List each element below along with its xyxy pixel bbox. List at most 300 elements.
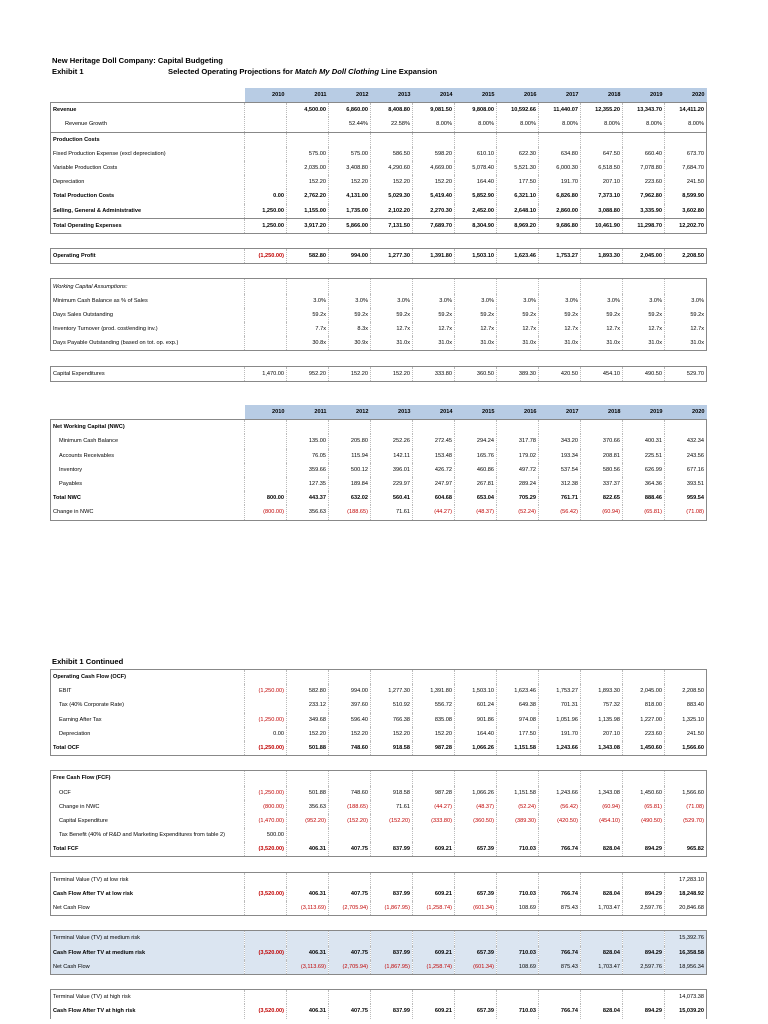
table-cell: 406.31 <box>287 842 329 857</box>
table-cell: 710.03 <box>497 946 539 960</box>
table-cell: 9,808.00 <box>455 103 497 118</box>
table-cell <box>581 771 623 786</box>
table-cell: 1,623.46 <box>497 249 539 264</box>
table-cell: 59.2x <box>665 308 707 322</box>
table-cell: 2,045.00 <box>623 684 665 698</box>
table-cell: (65.81) <box>623 800 665 814</box>
table-cell: (3,520.00) <box>245 1004 287 1018</box>
table-cell: 994.00 <box>329 249 371 264</box>
table-cell: 8,969.20 <box>497 218 539 233</box>
table-cell: 152.20 <box>329 366 371 381</box>
table-cell <box>371 132 413 147</box>
table-cell: (490.50) <box>623 814 665 828</box>
table-cell: 2,045.00 <box>623 249 665 264</box>
table-row <box>51 741 707 756</box>
table-cell: 31.0x <box>497 336 539 351</box>
table-cell: 426.72 <box>413 463 455 477</box>
table-cell <box>245 132 287 147</box>
row-label: Fixed Production Expense (excl depreciation) <box>51 147 245 161</box>
table-cell: 1,893.30 <box>581 684 623 698</box>
table-cell: 3,408.80 <box>329 161 371 175</box>
table-cell <box>455 279 497 294</box>
table-cell <box>371 828 413 842</box>
table-cell <box>455 872 497 887</box>
table-cell: (44.27) <box>413 800 455 814</box>
table-cell: 3,602.80 <box>665 204 707 219</box>
table-cell: 1,450.60 <box>623 786 665 800</box>
table-cell: 888.46 <box>623 491 665 505</box>
year-2017: 2017 <box>539 88 581 103</box>
table-cell: 918.58 <box>371 786 413 800</box>
table-cell <box>623 931 665 946</box>
table-cell: 31.0x <box>371 336 413 351</box>
table-cell: 15,392.76 <box>665 931 707 946</box>
table-row <box>51 279 707 294</box>
table-cell: 229.97 <box>371 477 413 491</box>
table-cell: 875.43 <box>539 901 581 916</box>
table-cell: 407.75 <box>329 946 371 960</box>
table-cell: 965.82 <box>665 842 707 857</box>
table-cell <box>245 161 287 175</box>
table-cell: 883.40 <box>665 698 707 712</box>
table-cell: 1,566.60 <box>665 786 707 800</box>
table-cell: 152.20 <box>371 366 413 381</box>
table-cell: 1,623.46 <box>497 684 539 698</box>
table-row <box>51 842 707 857</box>
year-2011: 2011 <box>287 405 329 420</box>
table-cell: 580.56 <box>581 463 623 477</box>
table-cell: (800.00) <box>245 505 287 520</box>
table-cell: (1,250.00) <box>245 786 287 800</box>
table-cell <box>497 771 539 786</box>
table-cell <box>413 132 455 147</box>
table-cell: 837.99 <box>371 887 413 901</box>
table-cell <box>245 322 287 336</box>
table-cell: 1,753.27 <box>539 684 581 698</box>
table-cell: 3,917.20 <box>287 218 329 233</box>
table-cell: (65.81) <box>623 505 665 520</box>
table-cell: 333.80 <box>413 366 455 381</box>
table-row <box>51 727 707 741</box>
table-cell <box>329 420 371 435</box>
table-cell <box>371 872 413 887</box>
table-cell: 8,304.90 <box>455 218 497 233</box>
table-cell: 4,500.00 <box>287 103 329 118</box>
table-cell: 987.28 <box>413 786 455 800</box>
table-cell: 13,343.70 <box>623 103 665 118</box>
table-cell: 657.39 <box>455 887 497 901</box>
row-label: Working Capital Assumptions: <box>51 279 245 294</box>
table-cell: 12,202.70 <box>665 218 707 233</box>
table-cell <box>287 117 329 132</box>
table-cell: 3,335.90 <box>623 204 665 219</box>
table-cell <box>245 477 287 491</box>
table-cell: 164.40 <box>455 727 497 741</box>
table-cell: (60.94) <box>581 800 623 814</box>
table-cell: 312.38 <box>539 477 581 491</box>
table-cell <box>287 279 329 294</box>
table-cell: 233.12 <box>287 698 329 712</box>
table-cell: (48.37) <box>455 800 497 814</box>
year-2013: 2013 <box>371 405 413 420</box>
table-cell <box>245 147 287 161</box>
table-cell: 389.30 <box>497 366 539 381</box>
table-cell <box>539 828 581 842</box>
year-2016: 2016 <box>497 405 539 420</box>
table-cell <box>539 132 581 147</box>
table-cell: 59.2x <box>581 308 623 322</box>
table-cell <box>287 872 329 887</box>
table-cell: 2,102.20 <box>371 204 413 219</box>
table-cell: (420.50) <box>539 814 581 828</box>
table-cell: (152.20) <box>329 814 371 828</box>
table-cell <box>287 132 329 147</box>
table-cell: 609.21 <box>413 887 455 901</box>
table-cell <box>287 828 329 842</box>
header-blank <box>51 88 245 103</box>
year-header-row <box>51 88 707 103</box>
table-cell: 987.28 <box>413 741 455 756</box>
table-cell: 7,131.50 <box>371 218 413 233</box>
table-cell: 1,391.80 <box>413 684 455 698</box>
table-cell: 657.39 <box>455 946 497 960</box>
table-cell: 974.08 <box>497 713 539 727</box>
row-label: Terminal Value (TV) at low risk <box>51 872 245 887</box>
table-cell: 241.50 <box>665 175 707 189</box>
table-cell <box>665 420 707 435</box>
row-label: Total NWC <box>51 491 245 505</box>
table-row <box>51 117 707 132</box>
table-cell: 76.05 <box>287 449 329 463</box>
table-cell: 8,599.90 <box>665 189 707 203</box>
table-cell: 500.00 <box>245 828 287 842</box>
table-cell <box>287 670 329 685</box>
table-cell: 152.20 <box>371 727 413 741</box>
table-cell: 152.20 <box>329 727 371 741</box>
table-cell: (1,250.00) <box>245 741 287 756</box>
table-cell <box>329 132 371 147</box>
table-cell <box>245 670 287 685</box>
table-cell: (56.42) <box>539 505 581 520</box>
table-cell: (1,258.74) <box>413 960 455 975</box>
table-cell <box>329 931 371 946</box>
table-cell <box>623 132 665 147</box>
table-cell <box>413 670 455 685</box>
row-label: Depreciation <box>51 175 245 189</box>
row-label: Payables <box>51 477 245 491</box>
table-cell: 766.74 <box>539 1004 581 1018</box>
table-cell: 1,735.00 <box>329 204 371 219</box>
row-label: Variable Production Costs <box>51 161 245 175</box>
table-row <box>51 147 707 161</box>
table-row <box>51 132 707 147</box>
table-cell: 634.80 <box>539 147 581 161</box>
table-cell: 31.0x <box>413 336 455 351</box>
table-cell: 560.41 <box>371 491 413 505</box>
table-cell: 894.29 <box>623 946 665 960</box>
row-label: Capital Expenditures <box>51 366 245 381</box>
table-cell: 6,860.00 <box>329 103 371 118</box>
table-cell <box>455 132 497 147</box>
table-cell <box>245 420 287 435</box>
table-cell: 31.0x <box>581 336 623 351</box>
table-cell: 766.74 <box>539 946 581 960</box>
table-cell: 11,298.70 <box>623 218 665 233</box>
table-cell: (56.42) <box>539 800 581 814</box>
table-cell <box>245 990 287 1005</box>
table-cell: 2,452.00 <box>455 204 497 219</box>
table-cell: 5,078.40 <box>455 161 497 175</box>
table-cell: 1,470.00 <box>245 366 287 381</box>
table-cell <box>329 828 371 842</box>
table-cell <box>371 420 413 435</box>
table-cell: 135.00 <box>287 434 329 448</box>
year-2012: 2012 <box>329 88 371 103</box>
spacer-cell <box>51 916 707 931</box>
subtitle-pre: Selected Operating Projections for <box>168 67 296 76</box>
row-label: Operating Profit <box>51 249 245 264</box>
table-row <box>51 366 707 381</box>
table-cell: 191.70 <box>539 727 581 741</box>
table-cell: 360.50 <box>455 366 497 381</box>
table-cell: 59.2x <box>329 308 371 322</box>
spacer-cell <box>51 974 707 989</box>
table-cell <box>245 463 287 477</box>
table-cell <box>539 420 581 435</box>
table-cell: 6,518.50 <box>581 161 623 175</box>
table-cell <box>455 828 497 842</box>
table-cell: 710.03 <box>497 842 539 857</box>
table-cell: (71.08) <box>665 505 707 520</box>
table-cell: 364.36 <box>623 477 665 491</box>
table-cell <box>497 420 539 435</box>
row-label: Production Costs <box>51 132 245 147</box>
table-cell: 8,408.80 <box>371 103 413 118</box>
row-label: Cash Flow After TV at low risk <box>51 887 245 901</box>
table-cell: 127.35 <box>287 477 329 491</box>
table-cell: 598.20 <box>413 147 455 161</box>
year-header-row <box>51 405 707 420</box>
table-cell: 205.80 <box>329 434 371 448</box>
table-cell: 622.30 <box>497 147 539 161</box>
table-cell: 5,852.90 <box>455 189 497 203</box>
table-cell <box>497 828 539 842</box>
table-cell: 766.38 <box>371 713 413 727</box>
table-cell: (1,258.74) <box>413 901 455 916</box>
row-label: Net Cash Flow <box>51 960 245 975</box>
table-cell: 6,000.30 <box>539 161 581 175</box>
table-cell: 3.0% <box>581 294 623 308</box>
table-cell: 108.69 <box>497 901 539 916</box>
table-cell: 2,035.00 <box>287 161 329 175</box>
row-label: EBIT <box>51 684 245 698</box>
table-cell: (1,867.95) <box>371 960 413 975</box>
table-cell: 1,343.08 <box>581 741 623 756</box>
table-cell: (2,705.94) <box>329 901 371 916</box>
spacer-cell <box>51 756 707 771</box>
table-row <box>51 463 707 477</box>
table-cell: 1,703.47 <box>581 960 623 975</box>
table-row <box>51 887 707 901</box>
table-cell <box>413 931 455 946</box>
table-cell: 407.75 <box>329 842 371 857</box>
table-cell: (60.94) <box>581 505 623 520</box>
table-cell: 894.29 <box>623 1004 665 1018</box>
table-cell: (1,867.95) <box>371 901 413 916</box>
table-cell <box>455 931 497 946</box>
row-label: Depreciation <box>51 727 245 741</box>
table-row <box>51 491 707 505</box>
table-cell <box>539 670 581 685</box>
row-label: Inventory <box>51 463 245 477</box>
table-cell <box>245 931 287 946</box>
table-row <box>51 901 707 916</box>
table-cell: 2,762.20 <box>287 189 329 203</box>
table-cell: 748.60 <box>329 741 371 756</box>
table-cell: 71.61 <box>371 505 413 520</box>
table-cell: 837.99 <box>371 842 413 857</box>
exhibit-subtitle <box>168 67 437 76</box>
table-row <box>51 420 707 435</box>
row-label: Revenue <box>51 103 245 118</box>
table-cell <box>581 828 623 842</box>
table-cell: 294.24 <box>455 434 497 448</box>
table-cell: 152.20 <box>329 175 371 189</box>
table-cell: 59.2x <box>413 308 455 322</box>
row-label: Free Cash Flow (FCF) <box>51 771 245 786</box>
table-cell: 4,290.60 <box>371 161 413 175</box>
table-cell: 247.97 <box>413 477 455 491</box>
table-cell: 604.68 <box>413 491 455 505</box>
table-cell <box>581 279 623 294</box>
table-cell <box>245 279 287 294</box>
table-cell: 406.31 <box>287 946 329 960</box>
year-2015: 2015 <box>455 405 497 420</box>
table-cell: 828.04 <box>581 946 623 960</box>
table-cell: 317.78 <box>497 434 539 448</box>
table-cell: 31.0x <box>665 336 707 351</box>
table-cell <box>497 872 539 887</box>
table-cell: 12,355.20 <box>581 103 623 118</box>
table-cell: 356.63 <box>287 800 329 814</box>
table-row <box>51 872 707 887</box>
table-cell: (1,250.00) <box>245 249 287 264</box>
table-cell: 30.9x <box>329 336 371 351</box>
table-cell <box>455 420 497 435</box>
spacer-cell <box>51 233 707 248</box>
year-2015: 2015 <box>455 88 497 103</box>
table-row <box>51 828 707 842</box>
table-cell: 710.03 <box>497 887 539 901</box>
table-cell: 501.88 <box>287 786 329 800</box>
table-row <box>51 434 707 448</box>
row-label: Cash Flow After TV at high risk <box>51 1004 245 1018</box>
row-label: OCF <box>51 786 245 800</box>
row-label: Tax (40% Corporate Rate) <box>51 698 245 712</box>
row-label: Minimum Cash Balance <box>51 434 245 448</box>
table-row <box>51 161 707 175</box>
table-cell: 1,243.66 <box>539 741 581 756</box>
table-cell: 1,325.10 <box>665 713 707 727</box>
table-row <box>51 670 707 685</box>
table-cell: 8.3x <box>329 322 371 336</box>
table-cell: 575.00 <box>329 147 371 161</box>
table-cell: 647.50 <box>581 147 623 161</box>
table-cell: 272.45 <box>413 434 455 448</box>
exhibit-label: Exhibit 1 <box>52 67 84 76</box>
table-cell: 818.00 <box>623 698 665 712</box>
table-cell: 705.29 <box>497 491 539 505</box>
table-cell: 179.02 <box>497 449 539 463</box>
table-cell <box>497 279 539 294</box>
table-cell <box>581 990 623 1005</box>
table-cell <box>245 960 287 975</box>
table-cell <box>413 420 455 435</box>
table-cell <box>287 931 329 946</box>
table-cell: 0.00 <box>245 727 287 741</box>
table-cell <box>287 420 329 435</box>
table-row <box>51 931 707 946</box>
year-2013: 2013 <box>371 88 413 103</box>
table-cell: 400.31 <box>623 434 665 448</box>
table-cell: 529.70 <box>665 366 707 381</box>
table-cell: 757.32 <box>581 698 623 712</box>
table-cell: 710.03 <box>497 1004 539 1018</box>
table-cell: 918.58 <box>371 741 413 756</box>
header-blank <box>51 405 245 420</box>
table-cell: 14,073.38 <box>665 990 707 1005</box>
table-cell: 959.54 <box>665 491 707 505</box>
table-cell: 407.75 <box>329 887 371 901</box>
table-cell: (52.24) <box>497 800 539 814</box>
table-cell: 5,029.30 <box>371 189 413 203</box>
table-cell: (1,250.00) <box>245 713 287 727</box>
table-cell <box>413 990 455 1005</box>
table-cell: 8.00% <box>665 117 707 132</box>
table-cell: 15,039.20 <box>665 1004 707 1018</box>
table-cell: 1,243.66 <box>539 786 581 800</box>
table-cell: 152.20 <box>413 175 455 189</box>
table-cell: 632.02 <box>329 491 371 505</box>
table-cell: 649.38 <box>497 698 539 712</box>
table-cell: 152.20 <box>413 727 455 741</box>
table-cell: 225.51 <box>623 449 665 463</box>
subtitle-italic: Match My Doll Clothing <box>295 67 379 76</box>
table-cell <box>329 771 371 786</box>
row-label: Accounts Receivables <box>51 449 245 463</box>
table-cell: 8.00% <box>539 117 581 132</box>
table-cell: 12.7x <box>581 322 623 336</box>
table-cell: 2,208.50 <box>665 684 707 698</box>
company-title: New Heritage Doll Company: Capital Budgeting <box>52 56 223 65</box>
table-cell: 397.60 <box>329 698 371 712</box>
table-cell: 5,866.00 <box>329 218 371 233</box>
table-row <box>51 814 707 828</box>
table-cell: 3.0% <box>371 294 413 308</box>
table-cell: 609.21 <box>413 946 455 960</box>
table-cell: (44.27) <box>413 505 455 520</box>
year-2012: 2012 <box>329 405 371 420</box>
table-cell: 766.74 <box>539 842 581 857</box>
table-row <box>51 449 707 463</box>
table-cell <box>623 872 665 887</box>
table-cell: 1,155.00 <box>287 204 329 219</box>
table-cell: (152.20) <box>371 814 413 828</box>
row-label: Operating Cash Flow (OCF) <box>51 670 245 685</box>
table-row <box>51 698 707 712</box>
table-cell <box>539 771 581 786</box>
table-cell <box>413 828 455 842</box>
